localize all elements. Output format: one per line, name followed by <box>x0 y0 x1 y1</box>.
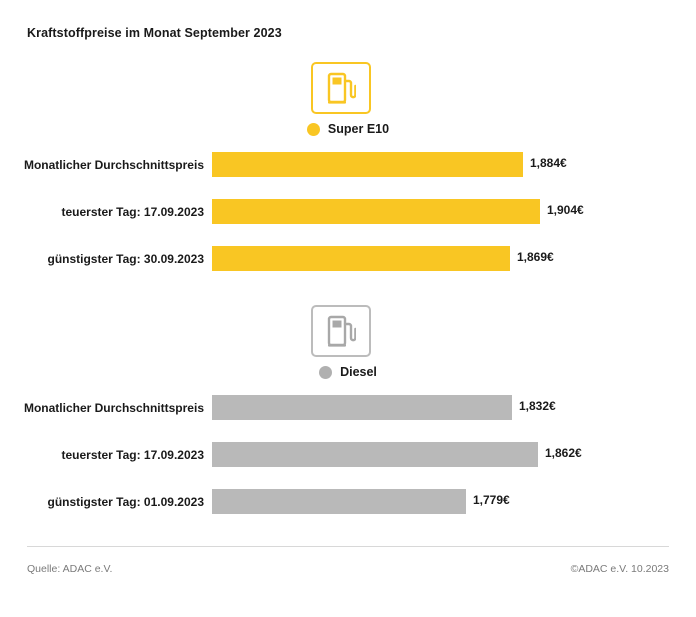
copyright-label: ©ADAC e.V. 10.2023 <box>570 563 669 575</box>
legend-label-diesel: Diesel <box>340 365 377 379</box>
source-label: Quelle: ADAC e.V. <box>27 563 113 575</box>
bar-diesel-max <box>212 442 538 467</box>
bar-super-e10-max <box>212 199 540 224</box>
bar-area <box>212 199 696 224</box>
legend-dot-icon <box>307 123 320 136</box>
footer-divider <box>27 546 669 547</box>
row-label: günstigster Tag: 01.09.2023 <box>47 494 204 509</box>
bar-area <box>212 489 696 514</box>
bar-value: 1,862€ <box>545 446 582 460</box>
bar-area <box>212 152 696 177</box>
bar-value: 1,832€ <box>519 399 556 413</box>
bar-rows-diesel <box>0 395 696 536</box>
table-row <box>0 246 696 271</box>
super-e10-icon-wrap <box>311 62 373 114</box>
fuel-pump-icon <box>311 62 371 114</box>
legend-label-super-e10: Super E10 <box>327 122 390 136</box>
table-row <box>0 442 696 467</box>
legend-super-e10 <box>0 122 696 136</box>
legend-diesel <box>0 365 696 379</box>
bar-value: 1,869€ <box>517 250 554 264</box>
table-row <box>0 489 696 514</box>
bar-area <box>212 442 696 467</box>
bar-super-e10-average <box>212 152 523 177</box>
row-label: Monatlicher Durchschnittspreis <box>23 400 204 415</box>
bar-diesel-min <box>212 489 466 514</box>
bar-value: 1,779€ <box>473 493 510 507</box>
bar-super-e10-min <box>212 246 510 271</box>
bar-rows-super-e10 <box>0 152 696 293</box>
page-title: Kraftstoffpreise im Monat September 2023 <box>27 26 282 40</box>
row-label: günstigster Tag: 30.09.2023 <box>47 251 204 266</box>
bar-diesel-average <box>212 395 512 420</box>
table-row <box>0 152 696 177</box>
row-label: teuerster Tag: 17.09.2023 <box>61 447 204 462</box>
bar-area <box>212 395 696 420</box>
table-row <box>0 395 696 420</box>
row-label: Monatlicher Durchschnittspreis <box>23 157 204 172</box>
table-row <box>0 199 696 224</box>
legend-dot-icon <box>319 366 332 379</box>
bar-value: 1,884€ <box>530 156 567 170</box>
fuel-pump-icon <box>311 305 371 357</box>
row-label: teuerster Tag: 17.09.2023 <box>61 204 204 219</box>
bar-value: 1,904€ <box>547 203 584 217</box>
bar-area <box>212 246 696 271</box>
diesel-icon-wrap <box>311 305 373 357</box>
